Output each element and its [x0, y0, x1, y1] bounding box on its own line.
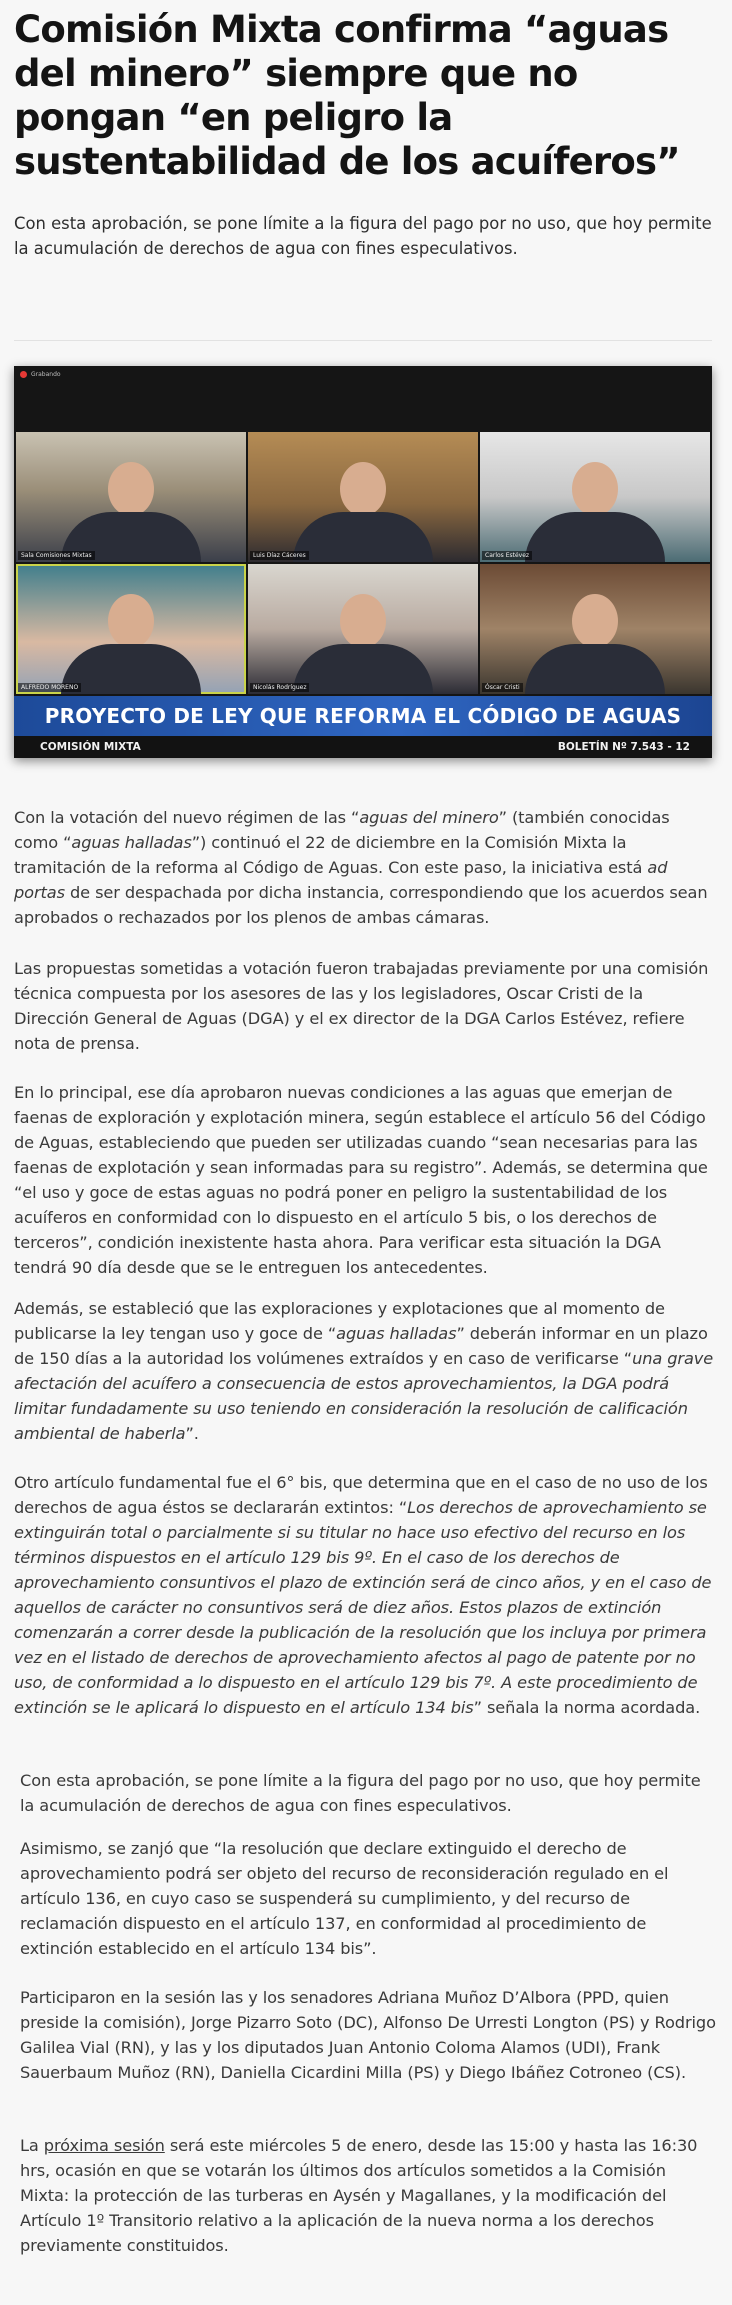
- person-silhouette-icon: [293, 462, 433, 562]
- paragraph: Además, se estableció que las exploraciones y explotaciones que al momento de publicarse la ley tengan uso y goce de “aguas halladas” deberán informar en un plazo de 150 días a la autoridad los volúmenes extraídos y en caso de verificarse “una grave afectación del acuífero a consecuencia de estos aprovechamientos, la DGA podrá limitar fundadamente su uso teniendo en consideración la resolución de calificación ambiental de haberla”.: [14, 1299, 714, 1443]
- participant-tile: [16, 564, 246, 694]
- paragraph: Las propuestas sometidas a votación fueron trabajadas previamente por una comisión técnica compuesta por los asesores de las y los legisladores, Oscar Cristi de la Dirección General de Aguas (DGA) y el ex director de la DGA Carlos Estévez, refiere nota de prensa.: [14, 959, 709, 1053]
- video-screenshot: [14, 366, 712, 758]
- next-session-link[interactable]: próxima sesión: [43, 2136, 165, 2155]
- paragraph: Con la votación del nuevo régimen de las “aguas del minero” (también conocidas como “aguas halladas”) continuó el 22 de diciembre en la Comisión Mixta la tramitación de la reforma al Código de Aguas. Con este paso, la iniciativa está ad portas de ser despachada por dicha instancia, correspondiendo que los acuerdos sean aprobados o rechazados por los plenos de ambas cámaras.: [14, 808, 708, 927]
- video-footer: [14, 736, 712, 758]
- article-lede: Con esta aprobación, se pone límite a la figura del pago por no uso, que hoy permite la acumulación de derechos de agua con fines especulativos.: [14, 214, 712, 258]
- paragraph: Participaron en la sesión las y los senadores Adriana Muñoz D’Albora (PPD, quien preside la comisión), Jorge Pizarro Soto (DC), Alfonso De Urresti Longton (PS) y Rodrigo Galilea Vial (RN), y las y los diputados Juan Antonio Coloma Alamos (UDI), Frank Sauerbaum Muñoz (RN), Daniella Cicardini Milla (PS) y Diego Ibáñez Cotroneo (CS).: [20, 1988, 716, 2082]
- participant-name: Nicolás Rodríguez: [250, 683, 309, 692]
- paragraph: Con esta aprobación, se pone límite a la figura del pago por no uso, que hoy permite la acumulación de derechos de agua con fines especulativos.: [20, 1771, 701, 1815]
- participant-tile: [16, 432, 246, 562]
- person-silhouette-icon: [61, 594, 201, 694]
- person-silhouette-icon: [525, 594, 665, 694]
- record-icon: [20, 371, 27, 378]
- participant-name: Sala Comisiones Mixtas: [18, 551, 95, 560]
- participant-name: Carlos Estévez: [482, 551, 532, 560]
- bulletin-number: BOLETÍN Nº 7.543 - 12: [557, 741, 690, 753]
- recording-label: Grabando: [31, 371, 61, 378]
- paragraph: Otro artículo fundamental fue el 6° bis, que determina que en el caso de no uso de los derechos de agua éstos se declararán extintos: “Los derechos de aprovechamiento se extinguirán total o parcialmente si su titular no hace uso efectivo del recurso en los términos dispuestos en el artículo 129 bis 9º. En el caso de los derechos de aprovechamiento consuntivos el plazo de extinción será de cinco años, y en el caso de aquellos de carácter no consuntivos será de diez años. Estos plazos de extinción comenzarán a correr desde la publicación de la resolución que los incluya por primera vez en el listado de derechos de aprovechamiento afectos al pago de patente por no uso, de conformidad a lo dispuesto en el artículo 129 bis 7º. A este procedimiento de extinción se le aplicará lo dispuesto en el artículo 134 bis” señala la norma acordada.: [14, 1473, 712, 1717]
- person-silhouette-icon: [293, 594, 433, 694]
- participant-tile: [248, 564, 478, 694]
- participant-name: Óscar Cristi: [482, 683, 523, 692]
- participant-tile: [248, 432, 478, 562]
- recording-indicator: [20, 371, 61, 378]
- paragraph: La próxima sesión será este miércoles 5 de enero, desde las 15:00 y hasta las 16:30 hrs, ocasión en que se votarán los últimos dos artículos sometidos a la Comisión Mixta: la protección de las turberas en Aysén y Magallanes, y la modificación del Artículo 1º Transitorio relativo a la aplicación de la nueva norma a los derechos previamente constituidos.: [20, 2136, 698, 2255]
- person-silhouette-icon: [525, 462, 665, 562]
- participant-name: ALFREDO MORENO: [18, 683, 81, 692]
- video-banner: [14, 696, 712, 736]
- committee-label: COMISIÓN MIXTA: [40, 741, 141, 753]
- paragraph: En lo principal, ese día aprobaron nuevas condiciones a las aguas que emerjan de faenas de exploración y explotación minera, según establece el artículo 56 del Código de Aguas, estableciendo que pueden ser utilizadas cuando “sean necesarias para las faenas de explotación y sean informadas para su registro”. Además, se determina que “el uso y goce de estas aguas no podrá poner en peligro la sustentabilidad de los acuíferos en conformidad con lo dispuesto en el artículo 5 bis, o los derechos de terceros”, condición inexistente hasta ahora. Para verificar esta situación la DGA tendrá 90 día desde que se le entreguen los antecedentes.: [14, 1083, 708, 1277]
- divider: [14, 340, 712, 341]
- participant-tile: [480, 432, 710, 562]
- person-silhouette-icon: [61, 462, 201, 562]
- article-title: Comisión Mixta confirma “aguas del minero” siempre que no pongan “en peligro la sustentabilidad de los acuíferos”: [14, 8, 680, 183]
- participant-name: Luis Díaz Cáceres: [250, 551, 309, 560]
- paragraph: Asimismo, se zanjó que “la resolución que declare extinguido el derecho de aprovechamiento podrá ser objeto del recurso de reconsideración regulado en el artículo 136, en cuyo caso se suspenderá su cumplimiento, y del recurso de reclamación dispuesto en el artículo 137, en conformidad al procedimiento de extinción establecido en el artículo 134 bis”.: [20, 1839, 669, 1958]
- participant-tile: [480, 564, 710, 694]
- banner-title: PROYECTO DE LEY QUE REFORMA EL CÓDIGO DE AGUAS: [44, 704, 682, 728]
